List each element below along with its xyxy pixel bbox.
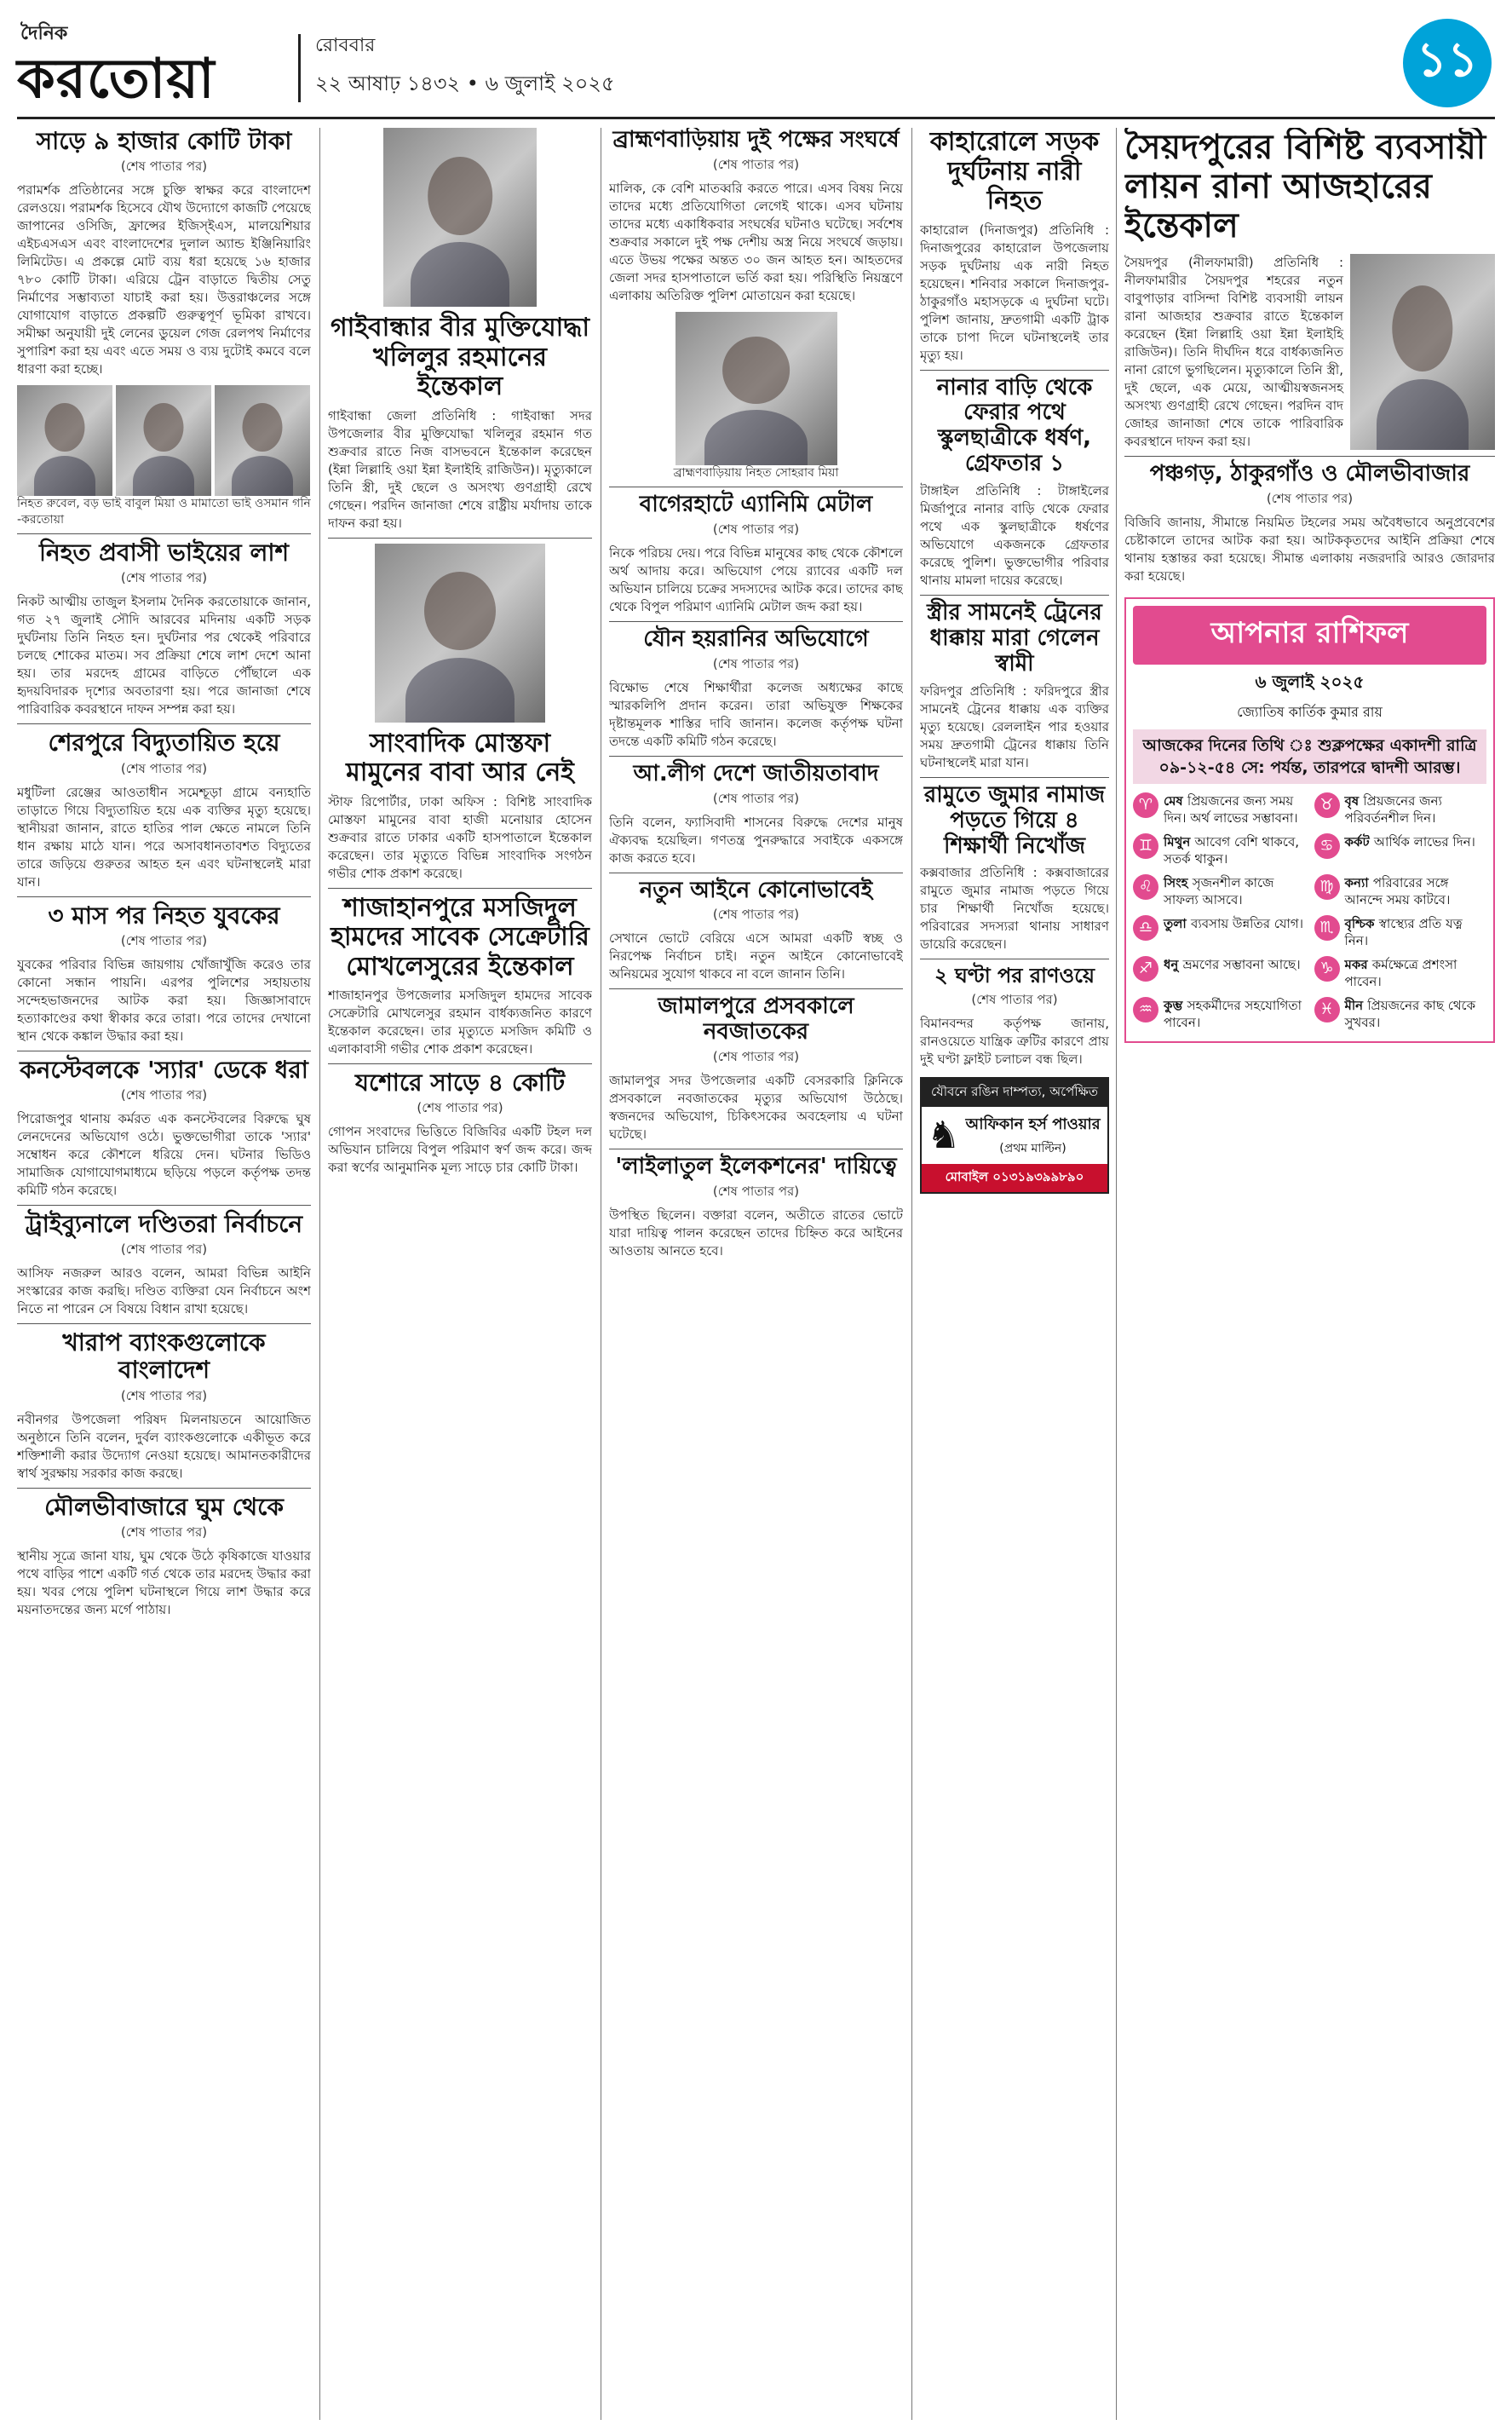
article-body: পরামর্শক প্রতিষ্ঠানের সঙ্গে চুক্তি স্বাক্ষর করে বাংলাদেশ রেলওয়ে। পরামর্শক হিসেবে যৌথ উদ্যোগে কাজটি পেয়েছে জাপানের ওসিজি, ফ্রান্সের ইজিস্ইএস, মালয়েশিয়ার এইচএসএস এবং বাংলাদেশের দুলাল অ্যান্ড ইঞ্জিনিয়ারিং লিমিটেড। এ প্রকল্পে মোট ব্যয় ধরা হয়েছে ১৬ হাজার ৭৮০ কোটি টাকা। এরিয়ে ট্রেন বাড়াতে দ্বিতীয় সেতু নির্মাণের সম্ভাব্যতা যাচাই করা হয়। উত্তরাঞ্চলের সঙ্গে যোগাযোগ বাড়াতে প্রকল্পটি গুরুত্বপূর্ণ ভূমিকা রাখবে। সমীক্ষা অনুযায়ী দুই লেনের ডুয়েল গেজ রেলপথ নির্মাণের সুপারিশ করা হয় এবং এতে সময় ও ব্যয় দুটোই কমবে বলে ধারণা করা হচ্ছে। bbox=[17, 182, 311, 377]
headline: শেরপুরে বিদ্যুতায়িত হয়ে bbox=[48, 729, 280, 758]
continued-note: (শেষ পাতার পর) bbox=[120, 1086, 208, 1103]
divider bbox=[328, 538, 592, 539]
zodiac-text bbox=[1345, 833, 1475, 867]
page-number-badge: ১১ bbox=[1403, 19, 1492, 107]
column-divider bbox=[911, 128, 912, 2420]
zodiac-sign-icon: ♓ bbox=[1314, 997, 1340, 1023]
article-body: শাজাহানপুর উপজেলার মসজিদুল হামদের সাবেক সেক্রেটারি মোখলেসুর রহমান বার্ধক্যজনিত কারণে ইন্তেকাল করেছেন। তার মৃত্যুতে মসজিদ কমিটি ও এলাকাবাসী গভীর শোক প্রকাশ করেছেন। bbox=[328, 988, 592, 1057]
news-photo bbox=[676, 312, 837, 465]
divider bbox=[328, 1063, 592, 1064]
headline: স্ত্রীর সামনেই ট্রেনের ধাক্কায় মারা গেলেন স্বামী bbox=[927, 600, 1102, 677]
column-3 bbox=[609, 128, 903, 2420]
zodiac-entry bbox=[1133, 915, 1306, 949]
horse-icon: ♞ bbox=[927, 1114, 961, 1157]
article-body: তিনি বলেন, ফ্যাসিবাদী শাসনের বিরুদ্ধে দেশের মানুষ ঐক্যবদ্ধ হয়েছিল। গণতন্ত্র পুনরুদ্ধারে সবাইকে একসঙ্গে কাজ করতে হবে। bbox=[609, 814, 903, 866]
zodiac-prediction: প্রিয়জনের জন্য পরিবর্তনশীল দিন। bbox=[1344, 792, 1442, 826]
divider bbox=[609, 988, 903, 989]
zodiac-entry bbox=[1314, 997, 1487, 1031]
column-1 bbox=[17, 128, 311, 2420]
zodiac-prediction: প্রিয়জনের কাছ থেকে সুখবর। bbox=[1344, 997, 1476, 1030]
divider bbox=[17, 533, 311, 534]
zodiac-sign-icon: ♌ bbox=[1133, 874, 1158, 900]
article-body: মধুটিলা রেঞ্জের আওতাধীন সমেশ্চূড়া গ্রামে বন্যহাতি তাড়াতে গিয়ে বিদ্যুতায়িত হয়ে এক ব্যক্তির মৃত্যু হয়েছে। স্থানীয়রা জানান, রাতে হাতির পাল ক্ষেতে নামলে তিনি ধান রক্ষায় মাঠে যান। পরে অসাবধানতাবশত বিদ্যুতের তারে জড়িয়ে গুরুতর আহত হন এবং ঘটনাস্থলেই মারা যান। bbox=[17, 784, 311, 890]
obituary-photo bbox=[383, 128, 537, 307]
obituary-block bbox=[1124, 254, 1495, 451]
zodiac-prediction: পরিবারের সঙ্গে আনন্দে সময় কাটবে। bbox=[1344, 874, 1451, 907]
divider bbox=[17, 896, 311, 897]
weekday: রোববার bbox=[315, 35, 376, 56]
zodiac-prediction: ভ্রমণের সম্ভাবনা আছে। bbox=[1182, 956, 1301, 972]
article-body: সেখানে ভোটে বেরিয়ে এসে আমরা একটি স্বচ্ছ ও নিরপেক্ষ নির্বাচন চাই। নতুন আইনে কোনোভাবেই অনিয়মের সুযোগ থাকবে না বলে জানান তিনি। bbox=[609, 930, 903, 982]
article-body: আসিফ নজরুল আরও বলেন, আমরা বিভিন্ন আইনি সংস্কারের কাজ করছি। দণ্ডিত ব্যক্তিরা যেন নির্বাচনে অংশ নিতে না পারেন সে বিষয়ে বিধান রাখা হয়েছে। bbox=[17, 1265, 311, 1317]
article-body: পিরোজপুর থানায় কর্মরত এক কনস্টেবলের বিরুদ্ধে ঘুষ লেনদেনের অভিযোগ ওঠে। ভুক্তভোগীরা তাকে 'স্যার' সম্বোধন করে কৌশলে ধরিয়ে দেন। ঘটনার ভিডিও সামাজিক যোগাযোগমাধ্যমে ছড়িয়ে পড়লে কর্তৃপক্ষ তদন্ত কমিটি গঠন করেছে। bbox=[17, 1110, 311, 1198]
article-body: উপস্থিত ছিলেন। বক্তারা বলেন, অতীতে রাতের ভোটে যারা দায়িত্ব পালন করেছেন তাদের চিহ্নিত করে আইনের আওতায় আনতে হবে। bbox=[609, 1207, 903, 1259]
date-line: ২২ আষাঢ় ১৪৩২ • ৬ জুলাই ২০২৫ bbox=[315, 72, 615, 95]
divider bbox=[920, 370, 1109, 371]
column-divider bbox=[319, 128, 320, 2420]
zodiac-sign-icon: ♑ bbox=[1314, 956, 1340, 982]
astrologer-name: জ্যোতিষ কার্তিক কুমার রায় bbox=[1237, 703, 1383, 720]
zodiac-text bbox=[1164, 792, 1306, 827]
article-body: নবীনগর উপজেলা পরিষদ মিলনায়তনে আয়োজিত অনুষ্ঠানে তিনি বলেন, দুর্বল ব্যাংকগুলোকে একীভূত করে শক্তিশালী করার উদ্যোগ নেওয়া হয়েছে। আমানতকারীদের স্বার্থ সুরক্ষায় সরকার কাজ করছে। bbox=[17, 1411, 311, 1481]
ad-phone: মোবাইল ০১৩১৯৩৯৯৮৯০ bbox=[922, 1164, 1107, 1192]
zodiac-prediction: সৃজনশীল কাজে সাফল্য আসবে। bbox=[1164, 874, 1274, 907]
zodiac-text bbox=[1345, 915, 1487, 949]
continued-note: (শেষ পাতার পর) bbox=[120, 1241, 208, 1258]
headline: নিহত প্রবাসী ভাইয়ের লাশ bbox=[38, 539, 290, 567]
zodiac-text bbox=[1164, 956, 1301, 990]
headline: সাড়ে ৯ হাজার কোটি টাকা bbox=[36, 128, 292, 155]
photo-row bbox=[17, 385, 311, 496]
masthead-divider bbox=[298, 34, 301, 102]
headline: পঞ্চগড়, ঠাকুরগাঁও ও মৌলভীবাজার bbox=[1149, 461, 1470, 487]
zodiac-sign-icon: ♒ bbox=[1133, 997, 1158, 1023]
headline: নতুন আইনে কোনোভাবেই bbox=[639, 877, 873, 903]
headline: ট্রাইব্যুনালে দণ্ডিতরা নির্বাচনে bbox=[25, 1209, 303, 1238]
continued-note: (শেষ পাতার পর) bbox=[120, 1524, 208, 1540]
zodiac-name: তুলা bbox=[1164, 915, 1192, 931]
headline: বাগেরহাটে এ্যানিমি মেটাল bbox=[639, 491, 873, 517]
zodiac-text bbox=[1345, 956, 1487, 990]
news-photo bbox=[215, 385, 310, 496]
article-body: কক্সবাজার প্রতিনিধি : কক্সবাজারের রামুতে জুমার নামাজ পড়তে গিয়ে চার শিক্ষার্থী নিখোঁজ হয়েছে। পরিবারের সদস্যরা থানায় সাধারণ ডায়েরি করেছেন। bbox=[920, 865, 1109, 953]
headline: মৌলভীবাজারে ঘুম থেকে bbox=[44, 1492, 284, 1521]
headline: শাজাহানপুরে মসজিদুল হামদের সাবেক সেক্রেটারি মোখলেসুরের ইন্তেকাল bbox=[331, 892, 589, 982]
newspaper-logo: করতোয়া bbox=[17, 47, 216, 111]
article-body: মালিক, কে বেশি মাতব্বরি করতে পারে। এসব বিষয় নিয়ে তাদের মধ্যে প্রতিযোগিতা লেগেই থাকে। এসব ঘটনায় তাদের মধ্যে একাধিকবার সংঘর্ষের ঘটনাও ঘটেছে। সর্বশেষ শুক্রবার সকালে দুই পক্ষ দেশীয় অস্ত্র নিয়ে সংঘর্ষে জড়ায়। এতে উভয় পক্ষের অন্তত ৩০ জন আহত হন। আহতদের জেলা সদর হাসপাতালে ভর্তি করা হয়। পরিস্থিতি নিয়ন্ত্রণে এলাকায় অতিরিক্ত পুলিশ মোতায়েন করা হয়েছে। bbox=[609, 180, 903, 303]
article-body: বিক্ষোভ শেষে শিক্ষার্থীরা কলেজ অধ্যক্ষের কাছে স্মারকলিপি প্রদান করেন। তারা অভিযুক্ত শিক্ষকের দৃষ্টান্তমূলক শাস্তির দাবি জানান। কলেজ কর্তৃপক্ষ ঘটনা তদন্তে একটি কমিটি গঠন করেছে। bbox=[609, 679, 903, 749]
divider bbox=[920, 595, 1109, 596]
horoscope-date: ৬ জুলাই ২০২৫ bbox=[1255, 671, 1365, 692]
headline: কাহারোলে সড়ক দুর্ঘটনায় নারী নিহত bbox=[929, 128, 1100, 216]
article-body: নিকে পরিচয় দেয়। পরে বিভিন্ন মানুষের কাছ থেকে কৌশলে অর্থ আদায় করে। অভিযোগ পেয়ে র‍্যাবের একটি দল অভিযান চালিয়ে চক্রের সদস্যদের আটক করে। তাদের কাছ থেকে বিপুল পরিমাণ এ্যানিমি মেটাল জব্দ করা হয়। bbox=[609, 544, 903, 614]
zodiac-sign-icon: ♉ bbox=[1314, 792, 1340, 818]
zodiac-entry bbox=[1314, 874, 1487, 908]
continued-note: (শেষ পাতার পর) bbox=[712, 1049, 800, 1065]
zodiac-sign-icon: ♎ bbox=[1133, 915, 1158, 941]
zodiac-prediction: কর্মক্ষেত্রে প্রশংসা পাবেন। bbox=[1344, 956, 1457, 989]
zodiac-prediction: ব্যবসায় উন্নতির যোগ। bbox=[1191, 915, 1304, 931]
obituary-photo bbox=[375, 544, 545, 723]
divider bbox=[17, 1323, 311, 1324]
photo-caption: ব্রাহ্মণবাড়িয়ায় নিহত সোহরাব মিয়া bbox=[673, 465, 839, 480]
zodiac-name: সিংহ bbox=[1164, 874, 1193, 890]
zodiac-name: বৃশ্চিক bbox=[1344, 915, 1379, 931]
divider bbox=[17, 1205, 311, 1206]
zodiac-name: বৃষ bbox=[1344, 792, 1364, 809]
article-body: টাঙ্গাইল প্রতিনিধি : টাঙ্গাইলের মির্জাপুরে নানার বাড়ি থেকে ফেরার পথে এক স্কুলছাত্রীকে ধর্ষণের অভিযোগে একজনকে গ্রেফতার করেছে পুলিশ। ভুক্তভোগীর পরিবার থানায় মামলা দায়ের করেছে। bbox=[920, 483, 1109, 589]
headline: আ.লীগ দেশে জাতীয়তাবাদ bbox=[633, 760, 879, 786]
divider bbox=[920, 777, 1109, 778]
continued-note: (শেষ পাতার পর) bbox=[120, 932, 208, 948]
article-body: যুবকের পরিবার বিভিন্ন জায়গায় খোঁজাখুঁজি করেও তার কোনো সন্ধান পায়নি। এরপর পুলিশের সহায়তায় সন্দেহভাজনদের আটক করা হয়। জিজ্ঞাসাবাদে হত্যাকাণ্ডের কথা স্বীকার করে তারা। পরে তাদের দেখানো স্থান থেকে কঙ্কাল উদ্ধার করা হয়। bbox=[17, 956, 311, 1044]
zodiac-name: কন্যা bbox=[1344, 874, 1373, 890]
divider bbox=[17, 1488, 311, 1489]
headline: জামালপুরে প্রসবকালে নবজাতকের bbox=[658, 994, 854, 1046]
obituary-photo bbox=[1350, 254, 1495, 450]
zodiac-text bbox=[1345, 997, 1487, 1031]
ad-tagline: যৌবনে রঙিন দাম্পত্য, অর্পেক্ষিত bbox=[922, 1079, 1107, 1107]
headline: খারাপ ব্যাংকগুলোকে বাংলাদেশ bbox=[62, 1328, 266, 1385]
zodiac-prediction: প্রিয়জনের জন্য সময় দিন। অর্থ লাভের সম্ভাবনা। bbox=[1164, 792, 1298, 826]
headline: গাইবান্ধার বীর মুক্তিযোদ্ধা খলিলুর রহমানের ইন্তেকাল bbox=[330, 313, 590, 401]
divider bbox=[609, 756, 903, 757]
article-body: গাইবান্ধা জেলা প্রতিনিধি : গাইবান্ধা সদর উপজেলার বীর মুক্তিযোদ্ধা খলিলুর রহমান গত শুক্রবার রাতে নিজ বাসভবনে ইন্তেকাল করেছেন (ইন্না লিল্লাহি ওয়া ইন্না ইলাইহি রাজিউন)। মৃত্যুকালে তিনি স্ত্রী, দুই ছেলে ও অসংখ্য গুণগ্রাহী রেখে গেছেন। পরদিন জানাজা শেষে রাষ্ট্রীয় মর্যাদায় তাকে দাফন করা হয়। bbox=[328, 407, 592, 531]
column-2 bbox=[328, 128, 592, 2420]
continued-note: (শেষ পাতার পর) bbox=[712, 790, 800, 806]
zodiac-sign-icon: ♍ bbox=[1314, 874, 1340, 900]
zodiac-sign-icon: ♐ bbox=[1133, 956, 1158, 982]
continued-note: (শেষ পাতার পর) bbox=[120, 570, 208, 586]
headline: ৩ মাস পর নিহত যুবকের bbox=[48, 901, 280, 930]
headline: কনস্টেবলকে 'স্যার' ডেকে ধরা bbox=[20, 1055, 308, 1084]
zodiac-entry bbox=[1133, 956, 1306, 990]
zodiac-prediction: স্বাস্থ্যের প্রতি যত্ন নিন। bbox=[1344, 915, 1463, 948]
continued-note: (শেষ পাতার পর) bbox=[712, 1184, 800, 1200]
zodiac-sign-icon: ♊ bbox=[1133, 833, 1158, 859]
ad-subtitle: (প্রথম মাল্টিন) bbox=[999, 1142, 1066, 1155]
continued-note: (শেষ পাতার পর) bbox=[712, 907, 800, 923]
zodiac-name: মকর bbox=[1344, 956, 1372, 972]
zodiac-entry bbox=[1133, 833, 1306, 867]
zodiac-entry bbox=[1133, 997, 1306, 1031]
article-body: ফরিদপুর প্রতিনিধি : ফরিদপুরে স্ত্রীর সামনেই ট্রেনের ধাক্কায় এক ব্যক্তির মৃত্যু হয়েছে। রেললাইন পার হওয়ার সময় দ্রুতগামী ট্রেনের ধাক্কায় তিনি ঘটনাস্থলেই মারা যান। bbox=[920, 683, 1109, 770]
zodiac-sign-icon: ♏ bbox=[1314, 915, 1340, 941]
headline: ব্রাহ্মণবাড়িয়ায় দুই পক্ষের সংঘর্ষে bbox=[612, 128, 900, 153]
headline: 'লাইলাতুল ইলেকশনের' দায়িত্বে bbox=[615, 1154, 897, 1180]
zodiac-text bbox=[1164, 833, 1306, 867]
masthead bbox=[17, 9, 1495, 119]
zodiac-prediction: আর্থিক লাভের দিন। bbox=[1373, 833, 1475, 850]
zodiac-entry bbox=[1133, 874, 1306, 908]
advertisement bbox=[920, 1077, 1109, 1194]
article-body: নিকট আত্মীয় তাজুল ইসলাম দৈনিক করতোয়াকে জানান, গত ২৭ জুলাই সৌদি আরবের মদিনায় একটি সড়ক দুর্ঘটনায় তিনি নিহত হন। দুর্ঘটনার পর থেকেই পরিবারে চলছে শোকের মাতম। সব প্রক্রিয়া শেষে লাশ দেশে আনা হয়। তার মরদেহ গ্রামের বাড়িতে পৌঁছালে এক হৃদয়বিদারক দৃশ্যের অবতারণা হয়। পরে জানাজা শেষে পারিবারিক কবরস্থানে দাফন সম্পন্ন করা হয়। bbox=[17, 594, 311, 717]
zodiac-entry bbox=[1314, 833, 1487, 867]
zodiac-text bbox=[1345, 874, 1487, 908]
continued-note: (শেষ পাতার পর) bbox=[712, 521, 800, 537]
article-body: স্টাফ রিপোর্টার, ঢাকা অফিস : বিশিষ্ট সাংবাদিক মোস্তফা মামুনের বাবা হাজী মনোয়ার হোসেন শুক্রবার রাতে ঢাকার একটি হাসপাতালে ইন্তেকাল করেছেন। তার মৃত্যুতে বিভিন্ন সাংবাদিক সংগঠন গভীর শোক প্রকাশ করেছে। bbox=[328, 793, 592, 881]
zodiac-name: মেষ bbox=[1164, 792, 1187, 809]
article-body: গোপন সংবাদের ভিত্তিতে বিজিবির একটি টহল দল অভিযান চালিয়ে বিপুল পরিমাণ স্বর্ণ জব্দ করে। জব্দ করা স্বর্ণের আনুমানিক মূল্য সাড়ে চার কোটি টাকা। bbox=[328, 1124, 592, 1176]
headline: নানার বাড়ি থেকে ফেরার পথে স্কুলছাত্রীকে ধর্ষণ, গ্রেফতার ১ bbox=[936, 374, 1093, 477]
zodiac-entry bbox=[1314, 792, 1487, 827]
column-5 bbox=[1124, 128, 1495, 2420]
article-body: জামালপুর সদর উপজেলার একটি বেসরকারি ক্লিনিকে প্রসবকালে নবজাতকের মৃত্যুর অভিযোগ উঠেছে। স্বজনদের অভিযোগ, চিকিৎসকের অবহেলায় এ ঘটনা ঘটেছে। bbox=[609, 1073, 903, 1143]
zodiac-sign-icon: ♋ bbox=[1314, 833, 1340, 859]
ad-body bbox=[922, 1107, 1107, 1164]
zodiac-name: কর্কট bbox=[1344, 833, 1374, 850]
article-body: বিমানবন্দর কর্তৃপক্ষ জানায়, রানওয়েতে যান্ত্রিক ত্রুটির কারণে প্রায় দুই ঘণ্টা ফ্লাইট চলাচল বন্ধ ছিল। bbox=[920, 1016, 1109, 1067]
continued-note: (শেষ পাতার পর) bbox=[1266, 490, 1354, 506]
photo-caption: নিহত রুবেল, বড় ভাই বাবুল মিয়া ও মামাতো ভাই ওসমান গনি -করতোয়া bbox=[17, 497, 311, 527]
headline: যশোরে সাড়ে ৪ কোটি bbox=[354, 1069, 566, 1097]
zodiac-text bbox=[1164, 997, 1306, 1031]
zodiac-entry bbox=[1314, 956, 1487, 990]
zodiac-text bbox=[1345, 792, 1487, 827]
column-divider bbox=[1116, 128, 1117, 2420]
zodiac-name: কুম্ভ bbox=[1164, 997, 1187, 1013]
zodiac-name: মিথুন bbox=[1164, 833, 1195, 850]
zodiac-name: মীন bbox=[1344, 997, 1368, 1013]
headline: যৌন হয়রানির অভিযোগে bbox=[643, 625, 869, 652]
column-4 bbox=[920, 128, 1109, 2420]
zodiac-sign-icon: ♈ bbox=[1133, 792, 1158, 818]
article-body: বিজিবি জানায়, সীমান্তে নিয়মিত টহলের সময় অবৈধভাবে অনুপ্রবেশের চেষ্টাকালে তাদের আটক করা হয়। আটককৃতদের আইনি প্রক্রিয়া শেষে থানায় হস্তান্তর করা হয়েছে। সীমান্ত এলাকায় নজরদারি আরও জোরদার করা হয়েছে। bbox=[1124, 514, 1495, 584]
divider bbox=[328, 888, 592, 889]
divider bbox=[1124, 456, 1495, 457]
horoscope-header: আপনার রাশিফল bbox=[1133, 606, 1486, 665]
zodiac-prediction: সহকর্মীদের সহযোগিতা পাবেন। bbox=[1164, 997, 1302, 1030]
logo-small: দৈনিক bbox=[20, 22, 68, 44]
ad-brand: আফিকান হর্স পাওয়ার bbox=[965, 1115, 1101, 1133]
divider bbox=[17, 723, 311, 724]
zodiac-text bbox=[1164, 915, 1303, 949]
news-photo bbox=[17, 385, 112, 496]
horoscope-box bbox=[1124, 597, 1495, 1043]
news-photo bbox=[116, 385, 211, 496]
headline: সৈয়দপুরের বিশিষ্ট ব্যবসায়ী লায়ন রানা আজহারের ইন্তেকাল bbox=[1124, 128, 1486, 245]
continued-note: (শেষ পাতার পর) bbox=[712, 655, 800, 671]
continued-note: (শেষ পাতার পর) bbox=[120, 158, 208, 175]
continued-note: (শেষ পাতার পর) bbox=[712, 156, 800, 172]
headline: ২ ঘণ্টা পর রাণওয়ে bbox=[934, 964, 1095, 988]
article-body: স্থানীয় সূত্রে জানা যায়, ঘুম থেকে উঠে কৃষিকাজে যাওয়ার পথে বাড়ির পাশে একটি গর্ত থেকে তার মরদেহ উদ্ধার করা হয়। খবর পেয়ে পুলিশ ঘটনাস্থলে গিয়ে লাশ উদ্ধার করে ময়নাতদন্তের জন্য মর্গে পাঠায়। bbox=[17, 1547, 311, 1617]
article-body: সৈয়দপুর (নীলফামারী) প্রতিনিধি : নীলফামারীর সৈয়দপুর শহরের নতুন বাবুপাড়ার বাসিন্দা বিশিষ্ট ব্যবসায়ী লায়ন রানা আজহার শুক্রবার রাতে ইন্তেকাল করেছেন (ইন্না লিল্লাহি ওয়া ইন্না ইলাইহি রাজিউন)। তিনি দীর্ঘদিন ধরে বার্ধক্যজনিত নানা রোগে ভুগছিলেন। মৃত্যুকালে তিনি স্ত্রী, দুই ছেলে, এক মেয়ে, আত্মীয়স্বজনসহ অসংখ্য গুণগ্রাহী রেখে গেছেন। পরদিন বাদ জোহর জানাজা শেষে তাকে পারিবারিক কবরস্থানে দাফন করা হয়। bbox=[1124, 255, 1343, 449]
zodiac-entry bbox=[1133, 792, 1306, 827]
article-body: কাহারোল (দিনাজপুর) প্রতিনিধি : দিনাজপুরের কাহারোল উপজেলায় সড়ক দুর্ঘটনায় এক নারী নিহত হয়েছেন। শনিবার সকালে দিনাজপুর-ঠাকুরগাঁও মহাসড়কে এ দুর্ঘটনা ঘটে। পুলিশ জানায়, দ্রুতগামী একটি ট্রাক তাকে চাপা দিলে ঘটনাস্থলেই তার মৃত্যু হয়। bbox=[920, 222, 1109, 363]
zodiac-name: ধনু bbox=[1164, 956, 1183, 972]
zodiac-text bbox=[1164, 874, 1306, 908]
zodiac-prediction: আবেগ বেশি থাকবে, সতর্ক থাকুন। bbox=[1164, 833, 1300, 867]
continued-note: (শেষ পাতার পর) bbox=[971, 992, 1058, 1007]
divider bbox=[609, 621, 903, 622]
zodiac-entry bbox=[1314, 915, 1487, 949]
headline: সাংবাদিক মোস্তফা মামুনের বাবা আর নেই bbox=[346, 728, 574, 787]
continued-note: (শেষ পাতার পর) bbox=[417, 1100, 503, 1116]
tithi-line: আজকের দিনের তিথি ঃ শুক্লপক্ষের একাদশী রাত্রি ০৯-১২-৫৪ সে: পর্যন্ত, তারপরে দ্বাদশী আরম্ভ। bbox=[1133, 729, 1486, 784]
headline: রামুতে জুমার নামাজ পড়তে গিয়ে ৪ শিক্ষার্থী নিখোঁজ bbox=[923, 781, 1106, 859]
zodiac-list bbox=[1133, 789, 1486, 1034]
continued-note: (শেষ পাতার পর) bbox=[120, 1387, 208, 1403]
continued-note: (শেষ পাতার পর) bbox=[120, 760, 208, 776]
